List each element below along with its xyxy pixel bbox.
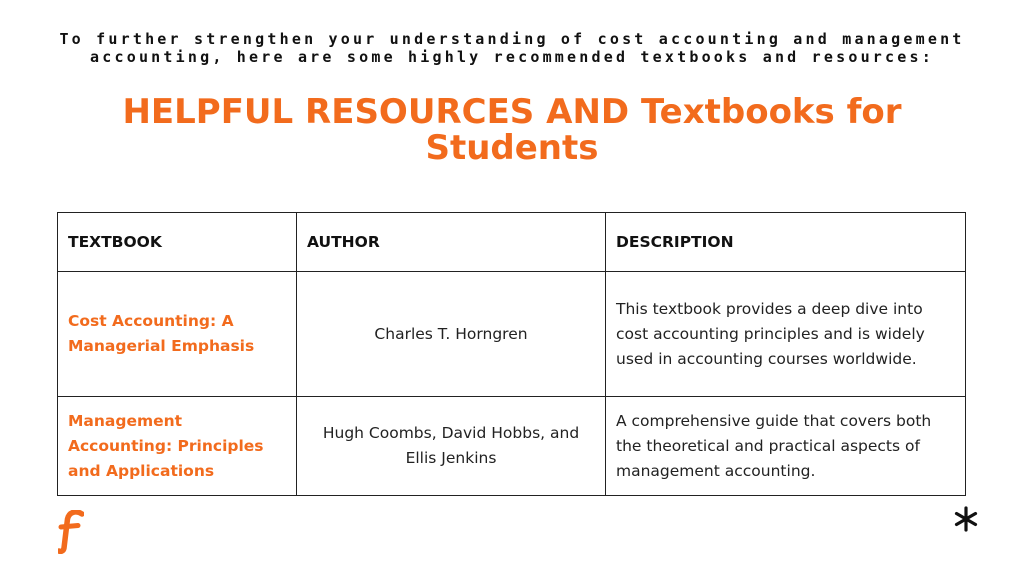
textbook-description: A comprehensive guide that covers both the theoretical and practical aspects of management accounting. [606, 397, 966, 496]
header-author: AUTHOR [297, 213, 606, 272]
textbook-title: Cost Accounting: A Managerial Emphasis [58, 272, 297, 397]
intro-text: To further strengthen your understanding of cost accounting and management accounting, here are some highly recommended textbooks and resources: [59, 30, 965, 66]
table-header-row [58, 213, 966, 272]
textbook-author: Hugh Coombs, David Hobbs, and Ellis Jenkins [297, 397, 606, 496]
header-description: DESCRIPTION [606, 213, 966, 272]
table-row [58, 272, 966, 397]
textbook-title: Management Accounting: Principles and Applications [58, 397, 297, 496]
asterisk-icon [953, 506, 979, 532]
page-title: HELPFUL RESOURCES AND Textbooks for Students [122, 92, 902, 168]
resources-table [57, 212, 966, 496]
textbook-author: Charles T. Horngren [297, 272, 606, 397]
textbook-description: This textbook provides a deep dive into cost accounting principles and is widely used in accounting courses worldwide. [606, 272, 966, 397]
brand-f-logo-icon [58, 510, 84, 554]
table-row [58, 397, 966, 496]
header-textbook: TEXTBOOK [58, 213, 297, 272]
